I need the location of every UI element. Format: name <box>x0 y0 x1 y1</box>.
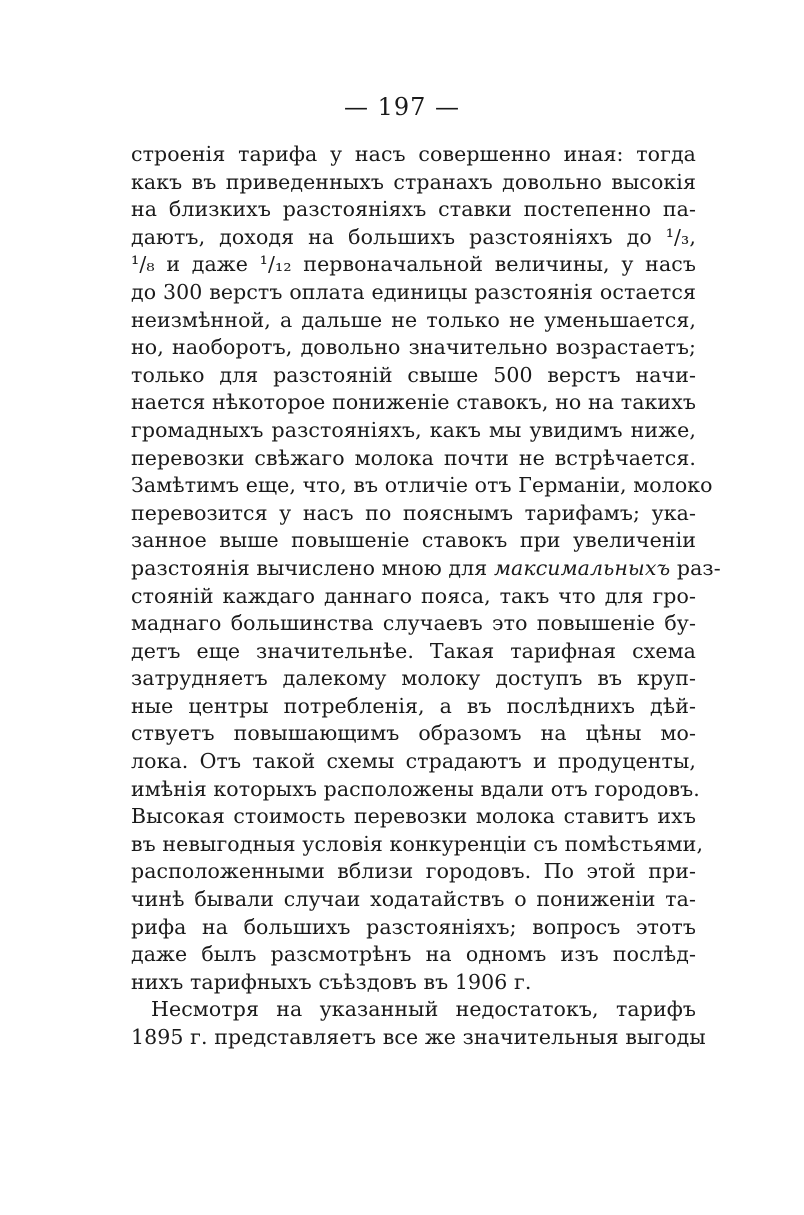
text-line: Несмотря на указанный недостатокъ, тарифъ <box>151 997 696 1022</box>
text-line: строенія тарифа у насъ совершенно иная: тогда <box>131 142 696 166</box>
text-line: занное выше повышеніе ставокъ при увеличеніи <box>131 528 696 553</box>
text-line: имѣнія которыхъ расположены вдали отъ городовъ. <box>131 776 700 801</box>
italic-emphasis: максимальныхъ <box>493 555 671 580</box>
text-line: на близкихъ разстояніяхъ ставки постепенно па- <box>131 197 696 222</box>
text-line: даже былъ разсмотрѣнъ на одномъ изъ послѣд- <box>131 942 696 967</box>
text-line: детъ еще значительнѣе. Такая тарифная схема <box>131 638 696 663</box>
text-line: до 300 верстъ оплата единицы разстоянія остается <box>131 279 696 304</box>
text-line: 1895 г. представляетъ все же значительныя выгоды <box>131 1025 706 1049</box>
text-line: нихъ тарифныхъ съѣздовъ въ 1906 г. <box>131 969 532 994</box>
text-line-with-italic <box>131 555 721 583</box>
text-line: Замѣтимъ еще, что, въ отличіе отъ Германіи, молоко <box>131 473 713 498</box>
text-line: даютъ, доходя на большихъ разстояніяхъ до ¹/₃, <box>131 224 696 249</box>
text-line: ствуетъ повышающимъ образомъ на цѣны мо- <box>131 721 696 746</box>
text-line: маднаго большинства случаевъ это повышеніе бу- <box>131 611 696 636</box>
text-line: чинѣ бывали случаи ходатайствъ о пониженіи та- <box>131 887 696 912</box>
text-line: въ невыгодныя условія конкуренціи съ помѣстьями, <box>131 831 704 856</box>
text-line: громадныхъ разстояніяхъ, какъ мы увидимъ ниже, <box>131 417 696 442</box>
text-line: нается нѣкоторое пониженіе ставокъ, но на такихъ <box>131 390 696 415</box>
text-fragment: разстоянія вычислено мною для <box>131 555 494 580</box>
body-text <box>131 141 721 1052</box>
text-fragment: раз- <box>670 555 721 580</box>
text-line: расположенными вблизи городовъ. По этой при- <box>131 859 696 884</box>
text-line: ные центры потребленія, а въ послѣднихъ дѣй- <box>131 693 696 718</box>
text-line: какъ въ приведенныхъ странахъ довольно высокія <box>131 169 696 194</box>
text-line: Высокая стоимость перевозки молока ставитъ ихъ <box>131 804 696 829</box>
text-line: ¹/₈ и даже ¹/₁₂ первоначальной величины, у насъ <box>131 252 696 277</box>
text-line: перевозится у насъ по пояснымъ тарифамъ; ука- <box>131 500 696 525</box>
text-line: только для разстояній свыше 500 верстъ начи- <box>131 362 696 387</box>
page-number: — 197 — <box>343 93 461 121</box>
text-line: затрудняетъ далекому молоку доступъ въ круп- <box>131 666 696 691</box>
text-line: рифа на большихъ разстояніяхъ; вопросъ этотъ <box>131 914 696 939</box>
text-line: но, наоборотъ, довольно значительно возрастаетъ; <box>131 335 696 360</box>
text-line: неизмѣнной, а дальше не только не уменьшается, <box>131 307 696 332</box>
text-line: перевозки свѣжаго молока почти не встрѣчается. <box>131 445 696 470</box>
text-line: стояній каждаго даннаго пояса, такъ что для гро- <box>131 583 696 608</box>
text-line: лока. Отъ такой схемы страдаютъ и продуценты, <box>131 749 696 774</box>
